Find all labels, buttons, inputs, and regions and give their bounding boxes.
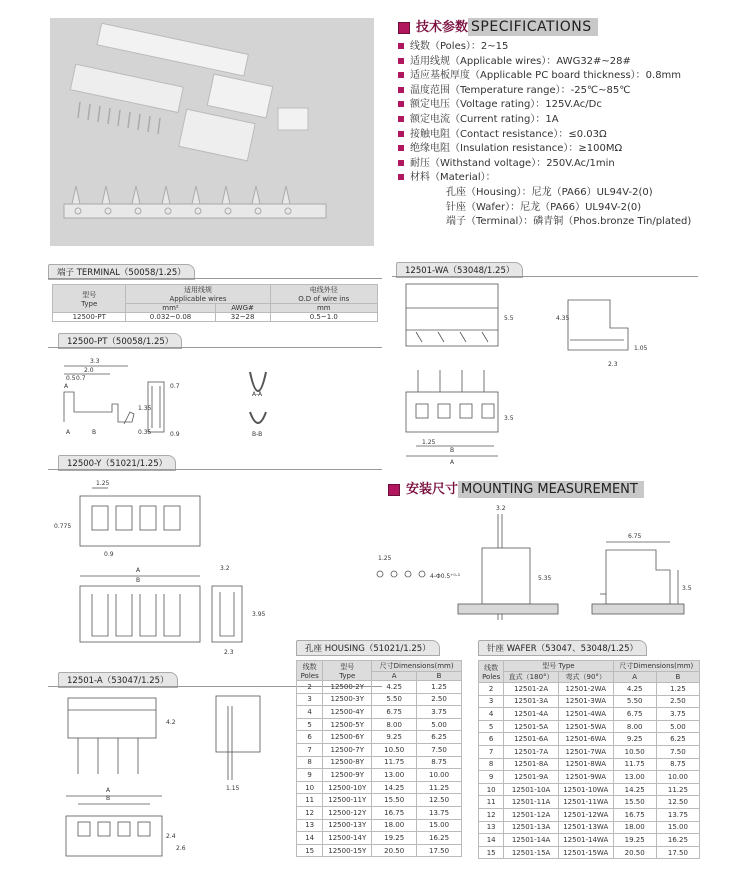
table-cell: 13.00: [613, 771, 656, 784]
table-cell: 16.75: [372, 806, 417, 819]
table-cell: 12501-2WA: [558, 683, 613, 696]
table-cell: 1.25: [656, 683, 699, 696]
table-cell: 12500-10Y: [323, 781, 372, 794]
table-row: [297, 781, 462, 794]
svg-text:1.15: 1.15: [226, 785, 240, 792]
svg-text:4-Φ0.5⁺⁰·¹: 4-Φ0.5⁺⁰·¹: [430, 573, 461, 580]
table-cell: 18.00: [613, 821, 656, 834]
table-row: [479, 846, 700, 859]
table-cell: 3.75: [656, 708, 699, 721]
table-row: [297, 806, 462, 819]
wafer-header-straight: 直式（180°）: [504, 672, 559, 683]
a-drawing: [52, 690, 292, 880]
y-drawing: [52, 476, 292, 664]
material-item: 端子（Terminal）：磷青铜（Phos.bronze Tin/plated): [446, 216, 692, 228]
table-cell: 12500-12Y: [323, 806, 372, 819]
wafer-header-dim: 尺寸Dimensions(mm): [613, 661, 699, 672]
table-cell: 12501-14WA: [558, 834, 613, 847]
table-cell: 8: [479, 758, 504, 771]
table-cell: 12501-4A: [504, 708, 559, 721]
table-row: [297, 706, 462, 719]
table-cell: 9: [297, 769, 323, 782]
table-row: [297, 794, 462, 807]
divider: [48, 469, 382, 470]
table-cell: 4: [479, 708, 504, 721]
spec-item: 适用线规（Applicable wires）：AWG32#~28#: [398, 55, 691, 70]
svg-text:6.75: 6.75: [628, 533, 642, 540]
table-cell: 13: [479, 821, 504, 834]
table-cell: 12501-5WA: [558, 720, 613, 733]
table-cell: 11.25: [417, 781, 462, 794]
product-photo: [50, 18, 374, 246]
table-cell: 10.00: [656, 771, 699, 784]
bullet-icon: [398, 160, 404, 166]
table-cell: 12501-13WA: [558, 821, 613, 834]
table-cell: 14: [297, 832, 323, 845]
bullet-icon: [398, 174, 404, 180]
spec-item: 适应基板厚度（Applicable PC board thickness）：0.8mm: [398, 69, 691, 84]
table-cell: 7: [479, 745, 504, 758]
svg-text:1.25: 1.25: [378, 555, 392, 562]
svg-text:2.4: 2.4: [166, 833, 176, 840]
specifications-list: [398, 40, 691, 230]
table-cell: 12500-6Y: [323, 731, 372, 744]
table-cell: 2: [479, 683, 504, 696]
table-cell: 1.25: [417, 681, 462, 694]
svg-text:B: B: [106, 795, 111, 802]
svg-text:1.05: 1.05: [634, 345, 648, 352]
table-cell: 12500-3Y: [323, 693, 372, 706]
table-row: [297, 681, 462, 694]
a-label: 12501-A（53047/1.25）: [58, 672, 178, 688]
table-cell: 12: [297, 806, 323, 819]
table-cell: 17.50: [656, 846, 699, 859]
material-item: 孔座（Housing）：尼龙（PA66）UL94V-2(0): [446, 186, 653, 198]
svg-text:0.9: 0.9: [104, 551, 114, 558]
table-cell: 15.50: [613, 796, 656, 809]
table-cell: 12501-5A: [504, 720, 559, 733]
table-cell: 6: [479, 733, 504, 746]
table-row: [297, 844, 462, 857]
table-cell: 20.50: [613, 846, 656, 859]
svg-text:5.5: 5.5: [504, 315, 514, 322]
housing-table: [296, 660, 462, 857]
divider: [48, 347, 382, 348]
svg-text:1.35: 1.35: [138, 405, 152, 412]
svg-text:4.2: 4.2: [166, 719, 176, 726]
table-row: [297, 832, 462, 845]
table-row: [479, 783, 700, 796]
table-cell: 12501-3WA: [558, 695, 613, 708]
pt-label: 12500-PT（50058/1.25）: [58, 333, 182, 349]
terminal-sub-mm2: mm²: [126, 304, 215, 313]
spec-item: 材料（Material）：: [398, 171, 691, 186]
svg-text:A: A: [64, 383, 69, 390]
svg-text:A-A: A-A: [252, 391, 263, 398]
wafer-header-type: 型号 Type: [504, 661, 613, 672]
mounting-title-en: MOUNTING MEASUREMENT: [458, 481, 644, 498]
table-cell: 2.50: [417, 693, 462, 706]
svg-text:3.2: 3.2: [496, 505, 506, 512]
spec-item: 额定电流（Current rating）：1A: [398, 113, 691, 128]
svg-text:A: A: [450, 459, 455, 466]
table-row: [297, 718, 462, 731]
table-cell: 12501-8WA: [558, 758, 613, 771]
terminal-header-wire: 适用线规 Applicable wires: [126, 285, 270, 304]
svg-text:0.5: 0.5: [66, 375, 76, 382]
housing-header-a: A: [372, 672, 417, 681]
table-cell: 7.50: [656, 745, 699, 758]
svg-text:A: A: [106, 787, 111, 794]
table-cell: 12501-9WA: [558, 771, 613, 784]
table-cell: 13: [297, 819, 323, 832]
svg-text:5.35: 5.35: [538, 575, 552, 582]
table-row: [479, 745, 700, 758]
bullet-icon: [398, 87, 404, 93]
terminal-label: 端子 TERMINAL（50058/1.25）: [48, 264, 195, 280]
table-cell: 2: [297, 681, 323, 694]
table-cell: 16.25: [417, 832, 462, 845]
table-cell: 12501-7A: [504, 745, 559, 758]
svg-text:B: B: [92, 429, 97, 436]
table-cell: 11.75: [613, 758, 656, 771]
table-cell: 8: [297, 756, 323, 769]
bullet-icon: [398, 116, 404, 122]
svg-text:3.5: 3.5: [504, 415, 514, 422]
svg-text:2.3: 2.3: [224, 649, 234, 656]
svg-text:1.25: 1.25: [96, 480, 110, 487]
table-cell: 8.00: [372, 718, 417, 731]
svg-text:0.35: 0.35: [138, 429, 152, 436]
table-cell: 12501-6WA: [558, 733, 613, 746]
divider: [392, 276, 698, 277]
table-cell: 11.25: [656, 783, 699, 796]
table-cell: 5.50: [613, 695, 656, 708]
svg-text:B: B: [450, 447, 455, 454]
table-row: [297, 731, 462, 744]
svg-text:B: B: [136, 577, 141, 584]
housing-header-type: 型号 Type: [323, 661, 372, 681]
table-cell: 12.50: [417, 794, 462, 807]
table-cell: 12501-7WA: [558, 745, 613, 758]
table-cell: 16.75: [613, 808, 656, 821]
wafer-header-poles: 线数 Poles: [479, 661, 504, 683]
table-cell: 13.75: [656, 808, 699, 821]
wafer-label: 针座 WAFER（53047、53048/1.25）: [478, 640, 647, 656]
table-cell: 20.50: [372, 844, 417, 857]
mounting-header: [388, 478, 644, 497]
table-cell: 16.25: [656, 834, 699, 847]
table-cell: 12500-15Y: [323, 844, 372, 857]
table-cell: 12501-2A: [504, 683, 559, 696]
table-row: [479, 821, 700, 834]
table-cell: 12500-13Y: [323, 819, 372, 832]
table-cell: 12500-9Y: [323, 769, 372, 782]
table-cell: 7: [297, 743, 323, 756]
svg-text:1.25: 1.25: [422, 439, 436, 446]
table-row: [479, 796, 700, 809]
table-row: [297, 819, 462, 832]
specifications-title-en: SPECIFICATIONS: [468, 18, 598, 36]
table-cell: 12500-14Y: [323, 832, 372, 845]
table-cell: 12500-2Y: [323, 681, 372, 694]
table-cell: 12501-3A: [504, 695, 559, 708]
spec-item: 温度范围（Temperature range）：-25℃~85℃: [398, 84, 691, 99]
table-row: 12500-PT 0.032~0.08 32~28 0.5~1.0: [53, 313, 378, 322]
bullet-icon: [398, 72, 404, 78]
terminal-sub-mm: mm: [270, 304, 377, 313]
table-cell: 10: [479, 783, 504, 796]
table-row: [297, 756, 462, 769]
mounting-title-zh: 安装尺寸: [406, 482, 459, 497]
table-cell: 10.50: [613, 745, 656, 758]
table-cell: 12501-8A: [504, 758, 559, 771]
table-cell: 12501-10WA: [558, 783, 613, 796]
table-cell: 12501-4WA: [558, 708, 613, 721]
table-cell: 18.00: [372, 819, 417, 832]
table-cell: 8.00: [613, 720, 656, 733]
header-marker-icon: [388, 484, 400, 496]
table-row: [479, 758, 700, 771]
mounting-drawing: [370, 500, 700, 630]
table-cell: 6: [297, 731, 323, 744]
table-cell: 14: [479, 834, 504, 847]
table-cell: 19.25: [613, 834, 656, 847]
table-cell: 12: [479, 808, 504, 821]
svg-text:3.3: 3.3: [90, 358, 100, 365]
table-cell: 9.25: [613, 733, 656, 746]
table-cell: 8.75: [417, 756, 462, 769]
table-row: [297, 743, 462, 756]
table-cell: 12.50: [656, 796, 699, 809]
svg-text:2.0: 2.0: [84, 367, 94, 374]
table-cell: 4.25: [372, 681, 417, 694]
spec-item: 耐压（Withstand voltage）：250V.Ac/1min: [398, 157, 691, 172]
table-cell: 13.75: [417, 806, 462, 819]
table-cell: 6.25: [656, 733, 699, 746]
table-cell: 15: [297, 844, 323, 857]
housing-header-dim: 尺寸Dimensions(mm): [372, 661, 462, 672]
table-cell: 12501-12WA: [558, 808, 613, 821]
table-cell: 12501-11WA: [558, 796, 613, 809]
table-row: [479, 695, 700, 708]
table-cell: 5.00: [417, 718, 462, 731]
svg-text:B-B: B-B: [252, 431, 263, 438]
y-label: 12500-Y（51021/1.25）: [58, 455, 176, 471]
table-cell: 5.50: [372, 693, 417, 706]
wafer-header-a: A: [613, 672, 656, 683]
bullet-icon: [398, 43, 404, 49]
table-cell: 10.50: [372, 743, 417, 756]
table-row: [479, 771, 700, 784]
table-cell: 12500-5Y: [323, 718, 372, 731]
svg-text:A: A: [136, 567, 141, 574]
svg-text:0.7: 0.7: [170, 383, 180, 390]
table-cell: 10.00: [417, 769, 462, 782]
pt-drawing: [52, 352, 292, 452]
table-cell: 5: [297, 718, 323, 731]
table-cell: 12500-11Y: [323, 794, 372, 807]
bullet-icon: [398, 145, 404, 151]
svg-text:2.3: 2.3: [608, 361, 618, 368]
table-cell: 12501-14A: [504, 834, 559, 847]
table-cell: 12501-13A: [504, 821, 559, 834]
table-cell: 4.25: [613, 683, 656, 696]
terminal-header-type: 型号 Type: [53, 285, 126, 313]
table-cell: 3: [297, 693, 323, 706]
terminal-table: [52, 284, 378, 322]
bullet-icon: [398, 131, 404, 137]
table-cell: 2.50: [656, 695, 699, 708]
table-cell: 19.25: [372, 832, 417, 845]
wafer-header-b: B: [656, 672, 699, 683]
table-cell: 11: [297, 794, 323, 807]
table-cell: 12500-4Y: [323, 706, 372, 719]
wa-label: 12501-WA（53048/1.25）: [396, 262, 523, 278]
divider: [48, 278, 382, 279]
svg-text:A: A: [66, 429, 71, 436]
table-row: [479, 808, 700, 821]
spec-item: 接触电阻（Contact resistance）：≤0.03Ω: [398, 128, 691, 143]
svg-text:0.775: 0.775: [54, 523, 72, 530]
table-row: [479, 708, 700, 721]
spec-item: 绝缘电阻（Insulation resistance）：≥100MΩ: [398, 142, 691, 157]
table-cell: 10: [297, 781, 323, 794]
svg-text:0.7: 0.7: [76, 375, 86, 382]
svg-text:3.95: 3.95: [252, 611, 266, 618]
table-cell: 3.75: [417, 706, 462, 719]
table-cell: 5.00: [656, 720, 699, 733]
table-cell: 13.00: [372, 769, 417, 782]
table-row: [297, 769, 462, 782]
wafer-header-angle: 弯式（90°）: [558, 672, 613, 683]
table-cell: 12501-9A: [504, 771, 559, 784]
table-cell: 9.25: [372, 731, 417, 744]
table-cell: 12500-7Y: [323, 743, 372, 756]
table-cell: 12501-10A: [504, 783, 559, 796]
bullet-icon: [398, 58, 404, 64]
bullet-icon: [398, 101, 404, 107]
table-row: [479, 720, 700, 733]
table-cell: 12501-15WA: [558, 846, 613, 859]
table-cell: 12501-6A: [504, 733, 559, 746]
table-row: [479, 683, 700, 696]
wa-drawing: [396, 280, 696, 470]
table-cell: 5: [479, 720, 504, 733]
table-cell: 4: [297, 706, 323, 719]
specifications-header: [398, 16, 598, 35]
svg-text:4.35: 4.35: [556, 315, 570, 322]
table-cell: 8.75: [656, 758, 699, 771]
table-cell: 3: [479, 695, 504, 708]
table-row: [297, 693, 462, 706]
material-item: 针座（Wafer）：尼龙（PA66）UL94V-2(0): [446, 201, 642, 213]
table-cell: 15.50: [372, 794, 417, 807]
table-cell: 11: [479, 796, 504, 809]
terminal-header-od: 电线外径 O.D of wire ins: [270, 285, 377, 304]
table-cell: 14.25: [372, 781, 417, 794]
table-cell: 12501-15A: [504, 846, 559, 859]
table-cell: 9: [479, 771, 504, 784]
connector-photo-illustration: [50, 18, 374, 246]
table-cell: 6.75: [613, 708, 656, 721]
table-cell: 15.00: [656, 821, 699, 834]
header-marker-icon: [398, 22, 410, 34]
svg-text:3.2: 3.2: [220, 565, 230, 572]
housing-header-poles: 线数 Poles: [297, 661, 323, 681]
table-cell: 7.50: [417, 743, 462, 756]
svg-text:2.6: 2.6: [176, 845, 186, 852]
wafer-table: [478, 660, 700, 859]
svg-text:0.9: 0.9: [170, 431, 180, 438]
table-cell: 12501-11A: [504, 796, 559, 809]
table-cell: 12500-8Y: [323, 756, 372, 769]
specifications-title-zh: 技术参数: [416, 20, 469, 35]
table-cell: 12501-12A: [504, 808, 559, 821]
table-cell: 6.75: [372, 706, 417, 719]
housing-label: 孔座 HOUSING（51021/1.25）: [296, 640, 440, 656]
table-cell: 15: [479, 846, 504, 859]
table-row: [479, 733, 700, 746]
terminal-sub-awg: AWG#: [215, 304, 270, 313]
table-cell: 11.75: [372, 756, 417, 769]
table-row: [479, 834, 700, 847]
svg-text:3.5: 3.5: [682, 585, 692, 592]
spec-item: 线数（Poles）：2~15: [398, 40, 691, 55]
housing-header-b: B: [417, 672, 462, 681]
table-cell: 6.25: [417, 731, 462, 744]
table-cell: 15.00: [417, 819, 462, 832]
spec-item: 额定电压（Voltage rating）：125V.Ac/Dc: [398, 98, 691, 113]
table-cell: 14.25: [613, 783, 656, 796]
table-cell: 17.50: [417, 844, 462, 857]
